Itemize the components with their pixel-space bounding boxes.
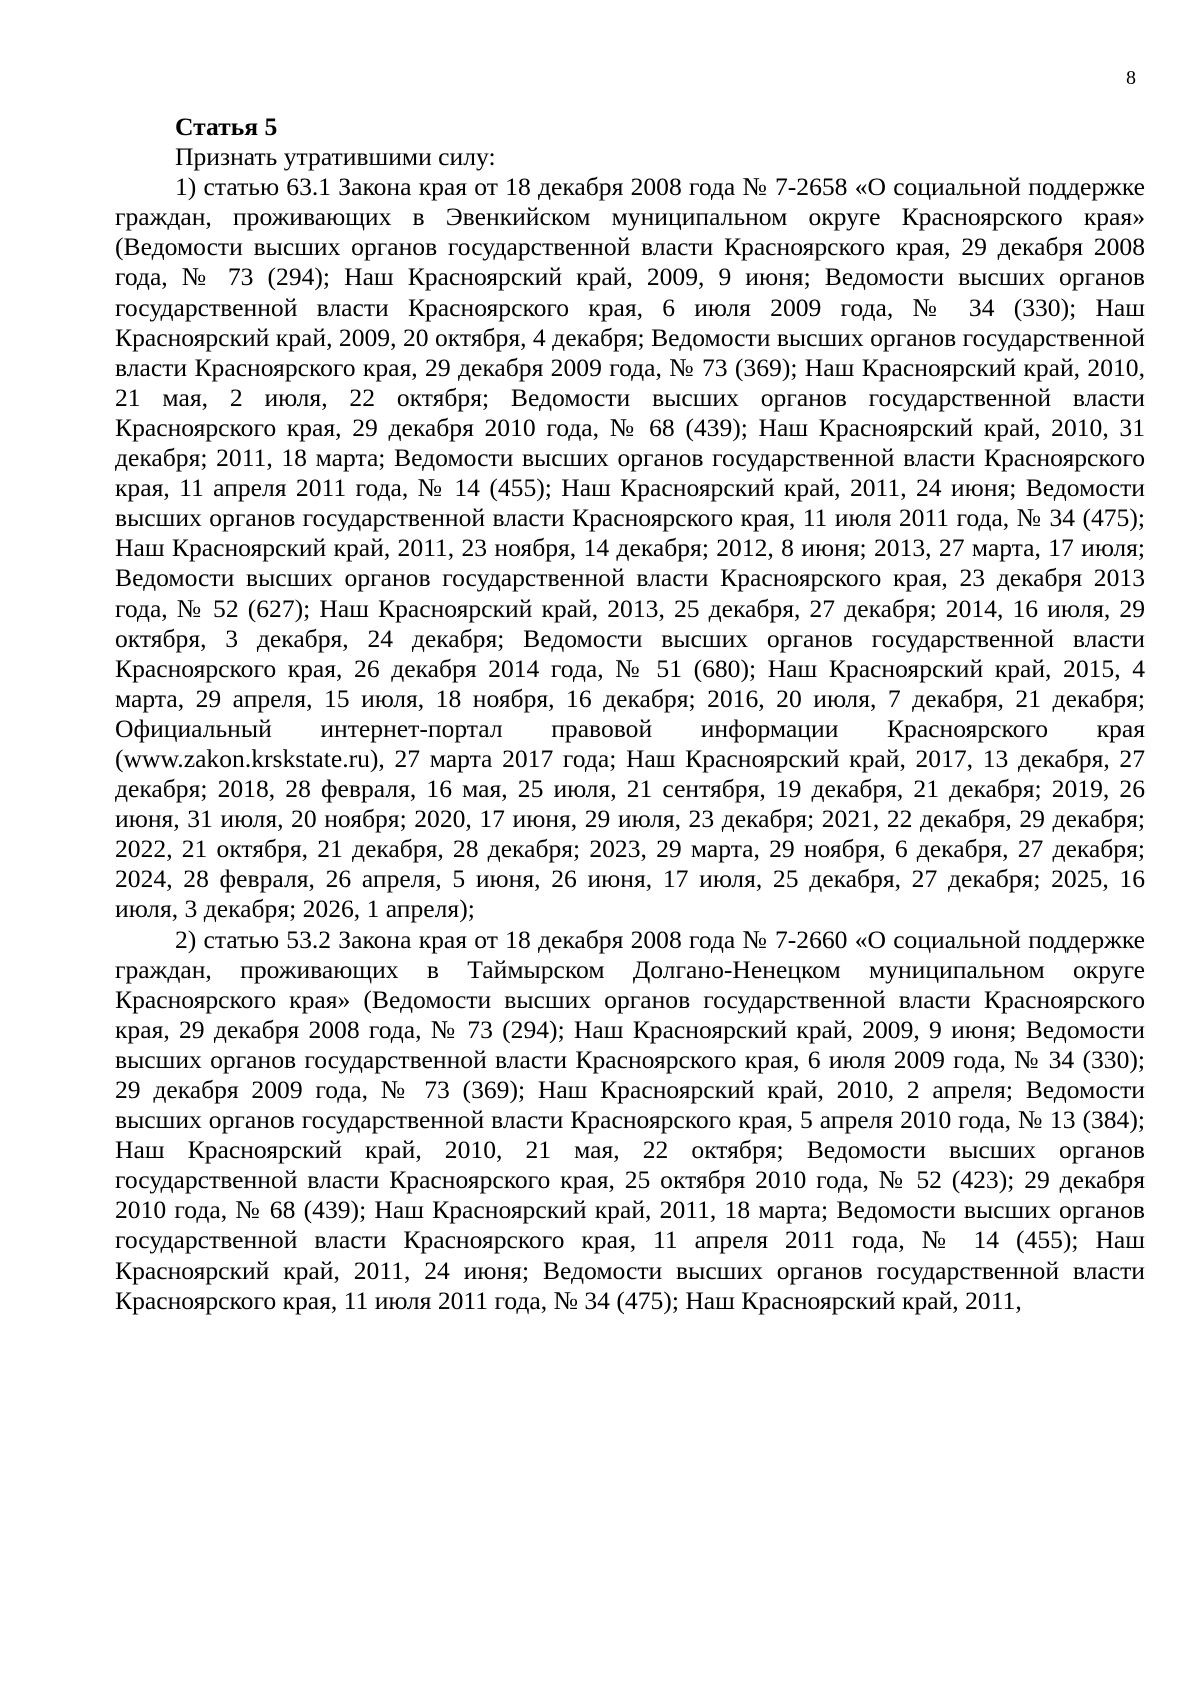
article-heading: Статья 5: [175, 112, 278, 141]
page-number: 8: [1126, 67, 1136, 89]
article-item-1: 1) статью 63.1 Закона края от 18 декабря 2008 года № 7-2658 «О социальной поддержке граждан, проживающих в Эвенкийском муниципальном округе Красноярского края» (Ведомости высших органов государственной власти Красноярского края, 29 декабря 2008 года, № 73 (294); Наш Красноярский край, 2009, 9 июня; Ведомости высших органов государственной власти Красноярского края, 6 июля 2009 года, № 34 (330); Наш Красноярский край, 2009, 20 октября, 4 декабря; Ведомости высших органов государственной власти Красноярского края, 29 декабря 2009 года, № 73 (369); Наш Красноярский край, 2010, 21 мая, 2 июля, 22 октября; Ведомости высших органов государственной власти Красноярского края, 29 декабря 2010 года, № 68 (439); Наш Красноярский край, 2010, 31 декабря; 2011, 18 марта; Ведомости высших органов государственной власти Красноярского края, 11 апреля 2011 года, № 14 (455); Наш Красноярский край, 2011, 24 июня; Ведомости высших органов государственной власти Красноярского края, 11 июля 2011 года, № 34 (475); Наш Красноярский край, 2011, 23 ноября, 14 декабря; 2012, 8 июня; 2013, 27 марта, 17 июля; Ведомости высших органов государственной власти Красноярского края, 23 декабря 2013 года, № 52 (627); Наш Красноярский край, 2013, 25 декабря, 27 декабря; 2014, 16 июля, 29 октября, 3 декабря, 24 декабря; Ведомости высших органов государственной власти Красноярского края, 26 декабря 2014 года, № 51 (680); Наш Красноярский край, 2015, 4 марта, 29 апреля, 15 июля, 18 ноября, 16 декабря; 2016, 20 июля, 7 декабря, 21 декабря; Официальный интернет-портал правовой информации Красноярского края (www.zakon.krskstate.ru), 27 марта 2017 года; Наш Красноярский край, 2017, 13 декабря, 27 декабря; 2018, 28 февраля, 16 мая, 25 июля, 21 сентября, 19 декабря, 21 декабря; 2019, 26 июня, 31 июля, 20 ноября; 2020, 17 июня, 29 июля, 23 декабря; 2021, 22 декабря, 29 декабря; 2022, 21 октября, 21 декабря, 28 декабря; 2023, 29 марта, 29 ноября, 6 декабря, 27 декабря; 2024, 28 февраля, 26 апреля, 5 июня, 26 июня, 17 июля, 25 декабря, 27 декабря; 2025, 16 июля, 3 декабря; 2026, 1 апреля);: [115, 172, 1145, 924]
article-intro: Признать утратившими силу:: [175, 142, 496, 172]
document-body: [115, 112, 1145, 1316]
article-item-2: 2) статью 53.2 Закона края от 18 декабря 2008 года № 7-2660 «О социальной поддержке граждан, проживающих в Таймырском Долгано-Ненецком муниципальном округе Красноярского края» (Ведомости высших органов государственной власти Красноярского края, 29 декабря 2008 года, № 73 (294); Наш Красноярский край, 2009, 9 июня; Ведомости высших органов государственной власти Красноярского края, 6 июля 2009 года, № 34 (330); 29 декабря 2009 года, № 73 (369); Наш Красноярский край, 2010, 2 апреля; Ведомости высших органов государственной власти Красноярского края, 5 апреля 2010 года, № 13 (384); Наш Красноярский край, 2010, 21 мая, 22 октября; Ведомости высших органов государственной власти Красноярского края, 25 октября 2010 года, № 52 (423); 29 декабря 2010 года, № 68 (439); Наш Красноярский край, 2011, 18 марта; Ведомости высших органов государственной власти Красноярского края, 11 апреля 2011 года, № 14 (455); Наш Красноярский край, 2011, 24 июня; Ведомости высших органов государственной власти Красноярского края, 11 июля 2011 года, № 34 (475); Наш Красноярский край, 2011,: [115, 924, 1145, 1315]
